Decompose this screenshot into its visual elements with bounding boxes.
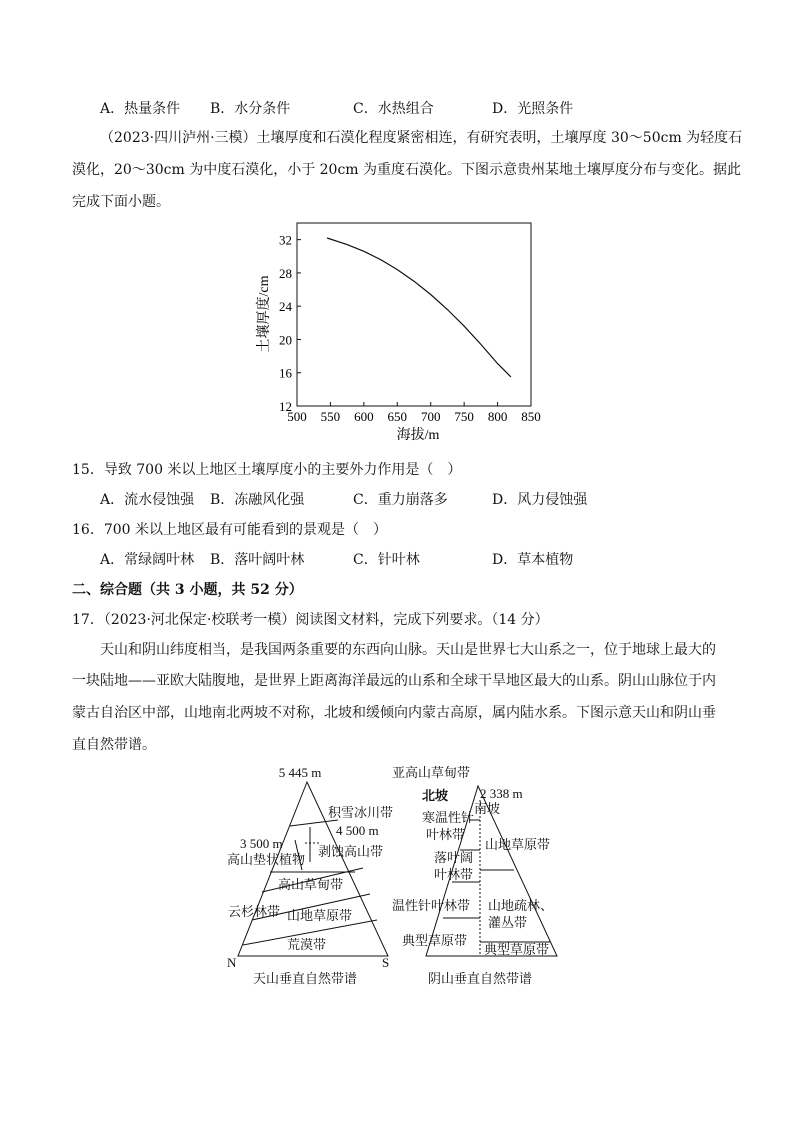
q15-option-c: C．重力崩落多 [353, 492, 448, 508]
zone-boundary [290, 820, 338, 826]
zone-label-sparse: 灌丛带 [488, 915, 528, 930]
intro-line: 完成下面小题。 [72, 194, 170, 210]
zone-label-deciduous: 落叶阔 [434, 850, 474, 865]
zone-label-sparse: 山地疏林、 [488, 898, 554, 913]
zone-label-desert: 荒漠带 [287, 937, 327, 952]
x-tick-label: 600 [354, 409, 374, 424]
option-d: D．光照条件 [492, 101, 574, 117]
zone-label-meadow: 高山草甸带 [278, 877, 344, 892]
zone-label-temp-conifer: 温性针叶林带 [392, 898, 471, 913]
q17-paragraph: 直自然带谱。 [72, 737, 156, 753]
q15-option-b: B．冻融风化强 [210, 492, 305, 508]
north-slope-label: 北坡 [422, 788, 449, 803]
elevation-3500: 3 500 m [240, 836, 283, 851]
x-tick-label: 700 [420, 409, 441, 424]
y-axis-label: 土壤厚度/cm [257, 275, 272, 353]
y-tick-label: 12 [279, 399, 292, 414]
q16-stem: 16．700 米以上地区最有可能看到的景观是（ ） [72, 522, 387, 538]
y-tick-label: 24 [279, 299, 292, 315]
zone-label-mtn-steppe: 山地草原带 [485, 837, 551, 852]
x-tick-label: 550 [320, 409, 341, 424]
zone-label-snow: 积雪冰川带 [328, 805, 394, 820]
q15-stem: 15．导致 700 米以上地区土壤厚度小的主要外力作用是（ ） [72, 462, 462, 478]
q16-option-c: C．针叶林 [353, 552, 420, 568]
option-c: C．水热组合 [353, 101, 434, 117]
zone-label-typical-n: 典型草原带 [402, 933, 468, 948]
zone-label-subalpine: 亚高山草甸带 [392, 765, 471, 780]
tianshan-caption: 天山垂直自然带谱 [252, 971, 358, 986]
y-tick-label: 20 [279, 332, 292, 348]
q16-option-d: D．草本植物 [492, 552, 574, 568]
x-axis-label: 海拔/m [396, 428, 440, 443]
zone-label-erosion: 剥蚀高山带 [318, 844, 384, 859]
q17-paragraph: 一块陆地——亚欧大陆腹地，是世界上距离海洋最远的山系和全球干旱地区最大的山系。阴山山脉位于内 [72, 673, 716, 689]
x-tick-label: 500 [287, 409, 307, 424]
y-tick-label: 32 [279, 232, 292, 248]
zone-label-spruce: 云杉林带 [228, 904, 281, 919]
y-tick-label: 16 [279, 365, 292, 381]
series-line [327, 238, 511, 377]
north-label: N [227, 955, 237, 970]
q15-option-a: A．流水侵蚀强 [100, 492, 195, 508]
yinshan-caption: 阴山垂直自然带谱 [427, 971, 533, 986]
q16-option-b: B．落叶阔叶林 [210, 552, 305, 568]
x-tick-label: 800 [487, 409, 508, 424]
section-heading: 二、综合题（共 3 小题，共 52 分） [72, 582, 303, 598]
y-tick-label: 28 [279, 265, 292, 281]
x-tick-label: 650 [387, 409, 408, 424]
tianshan-diagram [210, 760, 410, 992]
zone-label-cold-conifer: 寒温性针 [422, 810, 475, 825]
yinshan-diagram [392, 760, 572, 992]
option-b: B．水分条件 [210, 101, 291, 117]
x-tick-label: 850 [521, 409, 541, 424]
q16-option-a: A．常绿阔叶林 [100, 552, 195, 568]
plot-frame [297, 223, 531, 406]
elevation-4500: 4 500 m [336, 823, 379, 838]
intro-line: （2023·四川泸州·三模）土壤厚度和石漠化程度紧密相连，有研究表明，土壤厚度 30～50cm 为轻度石 [100, 130, 743, 146]
option-a: A．热量条件 [100, 101, 181, 117]
soil-thickness-chart [250, 222, 550, 444]
zone-label-deciduous: 叶林带 [434, 867, 474, 882]
zone-label-steppe: 山地草原带 [287, 908, 353, 923]
q17-paragraph: 蒙古自治区中部，山地南北两坡不对称，北坡和缓倾向内蒙古高原，属内陆水系。下图示意天山和阴山垂 [72, 705, 716, 721]
peak-elevation: 2 338 m [480, 786, 523, 801]
q17-paragraph: 天山和阴山纬度相当，是我国两条重要的东西向山脉。天山是世界七大山系之一，位于地球上最大的 [100, 642, 716, 658]
zone-label-cushion: 高山垫状植物 [227, 852, 306, 867]
intro-line: 漠化，20～30cm 为中度石漠化，小于 20cm 为重度石漠化。下图示意贵州某地土壤厚度分布与变化。据此 [72, 162, 742, 178]
q15-option-d: D．风力侵蚀强 [492, 492, 588, 508]
q17-stem: 17．（2023·河北保定·校联考一模）阅读图文材料，完成下列要求。（14 分） [72, 612, 549, 628]
south-slope-label: 南坡 [474, 801, 501, 816]
south-label: S [382, 955, 390, 970]
peak-elevation: 5 445 m [278, 765, 322, 780]
zone-label-cold-conifer: 叶林带 [426, 827, 466, 842]
zone-label-typical-s: 典型草原带 [484, 942, 550, 957]
x-tick-label: 750 [454, 409, 474, 424]
